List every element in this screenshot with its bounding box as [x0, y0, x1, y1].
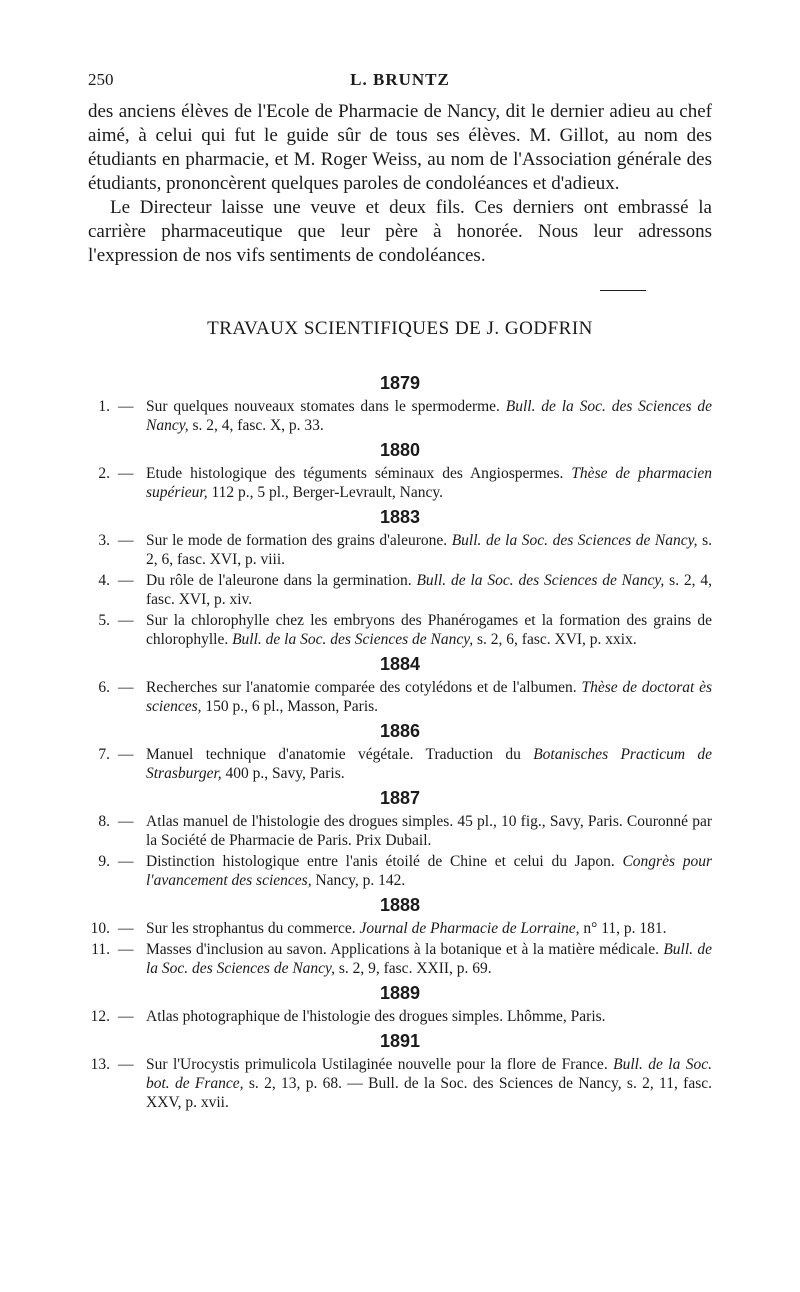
- entry-details: 150 p., 6 pl., Masson, Paris.: [205, 698, 379, 715]
- entry-details: 112 p., 5 pl., Berger-Levrault, Nancy.: [211, 484, 443, 501]
- entry-number: 7.: [98, 746, 110, 763]
- entry-reference: Bull. de la Soc. des Sciences de Nancy,: [416, 572, 665, 589]
- entry-dash: —: [118, 679, 134, 696]
- entry-title: Sur l'Urocystis primulicola Ustilaginée nouvelle pour la flore de France.: [146, 1056, 608, 1073]
- entry-dash: —: [118, 941, 134, 958]
- entry-reference: Botanisches Practicum de Strasburger,: [146, 746, 712, 782]
- bibliography-entry: [88, 571, 712, 609]
- entry-dash: —: [118, 1008, 134, 1025]
- entry-details: s. 2, 4, fasc. X, p. 33.: [192, 417, 324, 434]
- entry-details: s. 2, 13, p. 68. — Bull. de la Soc. des Sciences de Nancy, s. 2, 11, fasc. XXV, p. xvii.: [146, 1075, 712, 1111]
- entry-title: Masses d'inclusion au savon. Applications à la botanique et à la matière médicale.: [146, 941, 659, 958]
- year-heading: 1880: [379, 440, 421, 460]
- intro-text: [88, 100, 712, 268]
- entry-number: 3.: [98, 532, 110, 549]
- entry-reference: Congrès pour l'avancement des sciences,: [146, 853, 713, 889]
- year-heading: 1879: [379, 373, 421, 393]
- entry-dash: —: [118, 853, 134, 870]
- entry-number: 4.: [98, 572, 110, 589]
- entry-details: s. 2, 6, fasc. XVI, p. viii.: [146, 532, 712, 568]
- year-heading: 1888: [379, 895, 421, 915]
- year-heading: 1883: [379, 507, 421, 527]
- entry-dash: —: [118, 465, 134, 482]
- entry-reference: Bull. de la Soc. des Sciences de Nancy,: [232, 631, 474, 648]
- year-heading: 1889: [379, 983, 421, 1003]
- entry-dash: —: [118, 813, 134, 830]
- year-heading: 1886: [379, 721, 421, 741]
- intro-paragraph-1: des anciens élèves de l'Ecole de Pharmacie de Nancy, dit le dernier adieu au chef aimé, à celui qui fut le guide sûr de tous ses élèves. M. Gillot, au nom des étudiants en pharmacie, et M. Roger Weiss, au nom de l'Association générale des étudiants, prononcèrent quelques paroles de condoléances et d'adieux.: [88, 101, 712, 194]
- entry-title: Sur la chlorophylle chez les embryons des Phanérogames et la formation des grains de chlorophylle.: [146, 612, 712, 648]
- entry-reference: Bull. de la Soc. des Sciences de Nancy,: [146, 398, 712, 434]
- entry-details: s. 2, 6, fasc. XVI, p. xxix.: [477, 631, 637, 648]
- bibliography-entry: [88, 678, 712, 716]
- year-heading: 1884: [379, 654, 421, 674]
- bibliography-entry: [88, 1007, 712, 1026]
- entry-dash: —: [118, 532, 134, 549]
- entry-title: Atlas manuel de l'histologie des drogues simples. 45 pl., 10 fig., Savy, Paris. Couronné par la Société de Pharmacie de Paris. Prix Dubail.: [146, 813, 712, 849]
- entry-number: 1.: [98, 398, 110, 415]
- bibliography-entry: [88, 531, 712, 569]
- entry-title: Atlas photographique de l'histologie des drogues simples. Lhômme, Paris.: [146, 1008, 606, 1025]
- entry-number: 12.: [90, 1008, 110, 1025]
- bibliography-entry: [88, 397, 712, 435]
- entry-dash: —: [118, 920, 134, 937]
- entry-title: Du rôle de l'aleurone dans la germination.: [146, 572, 412, 589]
- bibliography-entry: [88, 940, 712, 978]
- entry-number: 2.: [98, 465, 110, 482]
- works-list: [88, 368, 712, 1114]
- bibliography-entry: [88, 611, 712, 649]
- entry-title: Sur quelques nouveaux stomates dans le spermoderme.: [146, 398, 500, 415]
- entry-reference: Bull. de la Soc. des Sciences de Nancy,: [451, 532, 698, 549]
- year-heading: 1887: [379, 788, 421, 808]
- entry-details: 400 p., Savy, Paris.: [225, 765, 345, 782]
- entry-title: Recherches sur l'anatomie comparée des cotylédons et de l'albumen.: [146, 679, 577, 696]
- entry-title: Etude histologique des téguments séminaux des Angiospermes.: [146, 465, 564, 482]
- running-header: [88, 70, 712, 94]
- entry-reference: Bull. de la Soc. bot. de France,: [146, 1056, 713, 1092]
- entry-title: Distinction histologique entre l'anis étoilé de Chine et celui du Japon.: [146, 853, 615, 870]
- entry-details: n° 11, p. 181.: [583, 920, 667, 937]
- section-title: TRAVAUX SCIENTIFIQUES DE J. GODFRIN: [207, 318, 593, 339]
- entry-dash: —: [118, 398, 134, 415]
- entry-details: Nancy, p. 142.: [315, 872, 406, 889]
- entry-number: 11.: [91, 941, 110, 958]
- entry-title: Sur le mode de formation des grains d'aleurone.: [146, 532, 448, 549]
- end-rule: [600, 290, 646, 291]
- bibliography-entry: [88, 812, 712, 850]
- entry-details: s. 2, 4, fasc. XVI, p. xiv.: [146, 572, 713, 608]
- entry-dash: —: [118, 1056, 134, 1073]
- entry-title: Sur les strophantus du commerce.: [146, 920, 356, 937]
- entry-reference: Journal de Pharmacie de Lorraine,: [359, 920, 580, 937]
- entry-dash: —: [118, 746, 134, 763]
- entry-details: s. 2, 9, fasc. XXII, p. 69.: [338, 960, 492, 977]
- entry-reference: Thèse de pharmacien supérieur,: [146, 465, 713, 501]
- bibliography-entry: [88, 1055, 712, 1112]
- entry-number: 13.: [90, 1056, 110, 1073]
- entry-number: 6.: [98, 679, 110, 696]
- bibliography-entry: [88, 919, 712, 938]
- entry-title: Manuel technique d'anatomie végétale. Traduction du: [146, 746, 521, 763]
- bibliography-entry: [88, 745, 712, 783]
- bibliography-entry: [88, 852, 712, 890]
- entry-reference: Bull. de la Soc. des Sciences de Nancy,: [146, 941, 712, 977]
- entry-dash: —: [118, 572, 134, 589]
- running-title: L. BRUNTZ: [350, 70, 450, 89]
- page-number: 250: [88, 70, 114, 89]
- entry-dash: —: [118, 612, 134, 629]
- entry-number: 8.: [98, 813, 110, 830]
- year-heading: 1891: [379, 1031, 421, 1051]
- entry-number: 9.: [98, 853, 110, 870]
- entry-number: 10.: [90, 920, 110, 937]
- intro-paragraph-2: Le Directeur laisse une veuve et deux fils. Ces derniers ont embrassé la carrière pharmaceutique que leur père à honorée. Nous leur adressons l'expression de nos vifs sentiments de condoléances.: [88, 197, 712, 266]
- bibliography-entry: [88, 464, 712, 502]
- entry-number: 5.: [98, 612, 110, 629]
- entry-reference: Thèse de doctorat ès sciences,: [146, 679, 713, 715]
